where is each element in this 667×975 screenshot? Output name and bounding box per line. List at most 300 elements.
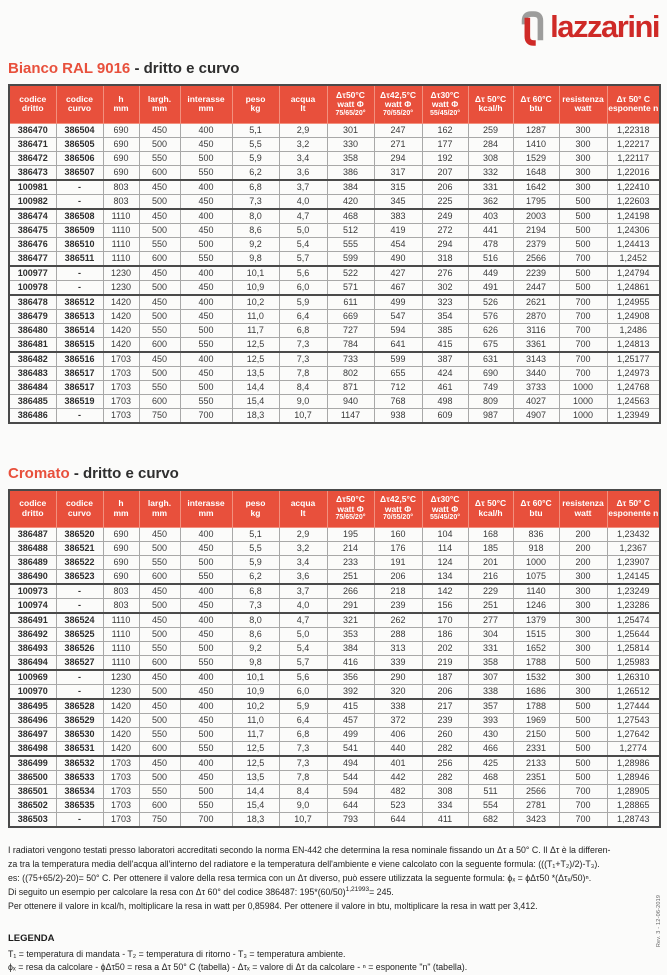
table-cell: 392 bbox=[327, 685, 374, 700]
table-cell: - bbox=[56, 194, 103, 209]
table-cell: 5,1 bbox=[232, 123, 279, 137]
table-cell: 467 bbox=[374, 280, 422, 295]
table-cell: 386510 bbox=[56, 237, 103, 251]
table-cell: 393 bbox=[468, 714, 513, 728]
table-cell: 8,6 bbox=[232, 628, 279, 642]
table-cell: 1788 bbox=[513, 656, 559, 671]
table-cell: 500 bbox=[139, 223, 180, 237]
table-cell: 500 bbox=[559, 728, 607, 742]
column-header: interasse mm bbox=[180, 85, 232, 123]
table-cell: 1648 bbox=[513, 165, 559, 180]
table-cell: 386488 bbox=[9, 542, 56, 556]
table-row bbox=[9, 151, 660, 165]
table-cell: 2150 bbox=[513, 728, 559, 742]
table-cell: 354 bbox=[422, 309, 468, 323]
column-header: acqua lt bbox=[279, 490, 327, 528]
table-cell: 294 bbox=[374, 151, 422, 165]
table-cell: 5,9 bbox=[279, 699, 327, 714]
table-cell: 5,6 bbox=[279, 670, 327, 685]
logo-text: lazzarini bbox=[550, 9, 659, 44]
table-cell: 356 bbox=[327, 670, 374, 685]
table-cell: 386528 bbox=[56, 699, 103, 714]
table-cell: 803 bbox=[103, 194, 139, 209]
table-cell: 8,0 bbox=[232, 209, 279, 224]
table-row bbox=[9, 194, 660, 209]
column-header: largh. mm bbox=[139, 85, 180, 123]
table-cell: 18,3 bbox=[232, 813, 279, 828]
table-cell: 1,24768 bbox=[607, 380, 660, 394]
table-cell: 386517 bbox=[56, 380, 103, 394]
column-header: Δτ50°C watt Φ 75/65/20° bbox=[327, 490, 374, 528]
table-cell: 550 bbox=[139, 380, 180, 394]
table-cell: 300 bbox=[559, 670, 607, 685]
table-cell: 2781 bbox=[513, 799, 559, 813]
section-title-colored: Bianco RAL 9016 bbox=[8, 60, 131, 77]
table-cell: 1287 bbox=[513, 123, 559, 137]
table-cell: 386487 bbox=[9, 528, 56, 542]
table-cell: 500 bbox=[139, 194, 180, 209]
table-cell: 550 bbox=[180, 570, 232, 585]
table-cell: 5,4 bbox=[279, 642, 327, 656]
table-row bbox=[9, 408, 660, 423]
table-cell: 400 bbox=[180, 756, 232, 771]
table-cell: 450 bbox=[180, 628, 232, 642]
table-cell: 450 bbox=[139, 180, 180, 195]
table-cell: 500 bbox=[559, 280, 607, 295]
table-cell: 1110 bbox=[103, 656, 139, 671]
table-cell: 1703 bbox=[103, 380, 139, 394]
table-cell: 450 bbox=[180, 599, 232, 614]
table-cell: 500 bbox=[180, 556, 232, 570]
table-cell: 2194 bbox=[513, 223, 559, 237]
table-row bbox=[9, 266, 660, 281]
table-cell: 386491 bbox=[9, 613, 56, 628]
table-cell: 386495 bbox=[9, 699, 56, 714]
table-cell: 104 bbox=[422, 528, 468, 542]
column-header: largh. mm bbox=[139, 490, 180, 528]
table-cell: 555 bbox=[327, 237, 374, 251]
table-cell: 1,22217 bbox=[607, 137, 660, 151]
table-cell: 386471 bbox=[9, 137, 56, 151]
table-cell: 386501 bbox=[9, 785, 56, 799]
table-row bbox=[9, 584, 660, 599]
table-cell: 386477 bbox=[9, 251, 56, 266]
table-cell: 386476 bbox=[9, 237, 56, 251]
table-cell: 1703 bbox=[103, 366, 139, 380]
table-cell: 386483 bbox=[9, 366, 56, 380]
section-title-bianco bbox=[8, 60, 659, 77]
table-cell: 124 bbox=[422, 556, 468, 570]
table-cell: 7,8 bbox=[279, 366, 327, 380]
table-cell: 156 bbox=[422, 599, 468, 614]
table-row bbox=[9, 280, 660, 295]
table-cell: 7,3 bbox=[279, 337, 327, 352]
table-cell: 450 bbox=[180, 309, 232, 323]
table-cell: 2003 bbox=[513, 209, 559, 224]
table-cell: 358 bbox=[327, 151, 374, 165]
table-cell: 554 bbox=[468, 799, 513, 813]
table-row bbox=[9, 714, 660, 728]
table-cell: 7,3 bbox=[232, 599, 279, 614]
column-header: Δτ 50°C kcal/h bbox=[468, 490, 513, 528]
table-cell: 609 bbox=[422, 408, 468, 423]
table-cell: 100969 bbox=[9, 670, 56, 685]
table-cell: 1410 bbox=[513, 137, 559, 151]
table-cell: 1703 bbox=[103, 813, 139, 828]
table-cell: 1110 bbox=[103, 251, 139, 266]
table-cell: 500 bbox=[180, 642, 232, 656]
legend bbox=[8, 932, 659, 975]
table-cell: 449 bbox=[468, 266, 513, 281]
table-cell: 500 bbox=[559, 756, 607, 771]
legend-line: T₁ = temperatura di mandata - T₂ = temperatura di ritorno - T₃ = temperatura ambiente. bbox=[8, 948, 346, 959]
table-cell: 690 bbox=[103, 542, 139, 556]
table-cell: 339 bbox=[374, 656, 422, 671]
table-cell: 100973 bbox=[9, 584, 56, 599]
table-cell: 466 bbox=[468, 742, 513, 757]
table-cell: 700 bbox=[559, 366, 607, 380]
table-cell: 1,24813 bbox=[607, 337, 660, 352]
table-cell: 1642 bbox=[513, 180, 559, 195]
table-row bbox=[9, 785, 660, 799]
table-cell: 420 bbox=[327, 194, 374, 209]
table-cell: 6,8 bbox=[279, 728, 327, 742]
column-header: Δτ30°C watt Φ 55/45/20° bbox=[422, 490, 468, 528]
table-cell: 308 bbox=[468, 151, 513, 165]
table-cell: 3143 bbox=[513, 352, 559, 367]
table-cell: 386512 bbox=[56, 295, 103, 310]
table-cell: 1140 bbox=[513, 584, 559, 599]
table-cell: 1,24563 bbox=[607, 394, 660, 408]
table-cell: 2447 bbox=[513, 280, 559, 295]
table-cell: 386507 bbox=[56, 165, 103, 180]
table-cell: 386497 bbox=[9, 728, 56, 742]
column-header: Δτ 60°C btu bbox=[513, 85, 559, 123]
table-cell: 1,24145 bbox=[607, 570, 660, 585]
footer-line4-exponent: 1,21993 bbox=[345, 886, 370, 894]
table-cell: 334 bbox=[422, 799, 468, 813]
table-cell: 386534 bbox=[56, 785, 103, 799]
table-cell: 550 bbox=[180, 394, 232, 408]
table-cell: 450 bbox=[139, 528, 180, 542]
table-cell: 6,4 bbox=[279, 714, 327, 728]
table-cell: 1,24908 bbox=[607, 309, 660, 323]
table-cell: 271 bbox=[374, 137, 422, 151]
column-header: Δτ42,5°C watt Φ 70/55/20° bbox=[374, 85, 422, 123]
table-cell: 550 bbox=[139, 556, 180, 570]
table-cell: 100974 bbox=[9, 599, 56, 614]
table-cell: - bbox=[56, 180, 103, 195]
column-header: interasse mm bbox=[180, 490, 232, 528]
table-cell: 1420 bbox=[103, 323, 139, 337]
table-cell: 450 bbox=[180, 685, 232, 700]
table-cell: 386506 bbox=[56, 151, 103, 165]
table-cell: 1,22117 bbox=[607, 151, 660, 165]
table-cell: 427 bbox=[374, 266, 422, 281]
table-cell: 386521 bbox=[56, 542, 103, 556]
table-cell: 300 bbox=[559, 599, 607, 614]
table-cell: 1,28946 bbox=[607, 771, 660, 785]
table-cell: 655 bbox=[374, 366, 422, 380]
table-cell: 1,27543 bbox=[607, 714, 660, 728]
table-cell: 332 bbox=[468, 165, 513, 180]
table-cell: 385 bbox=[422, 323, 468, 337]
table-cell: 386489 bbox=[9, 556, 56, 570]
table-cell: 300 bbox=[559, 151, 607, 165]
table-cell: 1,2452 bbox=[607, 251, 660, 266]
table-cell: 3116 bbox=[513, 323, 559, 337]
table-cell: - bbox=[56, 408, 103, 423]
table-cell: 386508 bbox=[56, 209, 103, 224]
table-cell: - bbox=[56, 599, 103, 614]
table-cell: 9,2 bbox=[232, 642, 279, 656]
table-cell: 1532 bbox=[513, 670, 559, 685]
table-cell: 1969 bbox=[513, 714, 559, 728]
table-cell: 491 bbox=[468, 280, 513, 295]
table-row bbox=[9, 628, 660, 642]
column-header: peso kg bbox=[232, 490, 279, 528]
table-cell: 386523 bbox=[56, 570, 103, 585]
table-cell: 3,4 bbox=[279, 151, 327, 165]
footer-line: Per ottenere il valore in kcal/h, moltiplicare la resa in watt per 0,85984. Per ottenere il valore in btu, moltiplicare la resa in watt per 3,412. bbox=[8, 901, 538, 911]
table-cell: 3,7 bbox=[279, 180, 327, 195]
table-cell: 195 bbox=[327, 528, 374, 542]
table-cell: 733 bbox=[327, 352, 374, 367]
table-row bbox=[9, 685, 660, 700]
table-cell: 386524 bbox=[56, 613, 103, 628]
table-cell: 500 bbox=[139, 309, 180, 323]
table-row bbox=[9, 670, 660, 685]
table-row bbox=[9, 337, 660, 352]
table-cell: 4,0 bbox=[279, 194, 327, 209]
table-cell: 809 bbox=[468, 394, 513, 408]
table-cell: 206 bbox=[374, 570, 422, 585]
section-bianco bbox=[8, 60, 659, 424]
table-cell: 2331 bbox=[513, 742, 559, 757]
table-cell: 500 bbox=[180, 785, 232, 799]
table-cell: 386532 bbox=[56, 756, 103, 771]
table-cell: 5,4 bbox=[279, 237, 327, 251]
table-cell: 500 bbox=[559, 742, 607, 757]
table-cell: 1000 bbox=[513, 556, 559, 570]
table-cell: 386520 bbox=[56, 528, 103, 542]
table-cell: 478 bbox=[468, 237, 513, 251]
footer-line: za tra la temperatura media dell'acqua all'interno del radiatore e la temperatura dell'ambiente e viene calcolato con la seguente formula: (((T₁+T₂)/2)-T₃). bbox=[8, 859, 600, 869]
table-cell: 550 bbox=[139, 237, 180, 251]
table-cell: 239 bbox=[422, 714, 468, 728]
table-cell: 512 bbox=[327, 223, 374, 237]
table-cell: 302 bbox=[422, 280, 468, 295]
footer-line4-pre: Di seguito un esempio per calcolare la resa con Δτ 60° del codice 386487: 195*(60/50) bbox=[8, 887, 346, 897]
table-cell: 200 bbox=[559, 542, 607, 556]
table-cell: 784 bbox=[327, 337, 374, 352]
table-cell: - bbox=[56, 584, 103, 599]
table-cell: 386502 bbox=[9, 799, 56, 813]
table-cell: 550 bbox=[139, 728, 180, 742]
table-cell: 386498 bbox=[9, 742, 56, 757]
table-cell: 300 bbox=[559, 642, 607, 656]
table-cell: 700 bbox=[180, 813, 232, 828]
table-cell: 1,22016 bbox=[607, 165, 660, 180]
table-cell: 386535 bbox=[56, 799, 103, 813]
table-cell: 288 bbox=[374, 628, 422, 642]
table-cell: 386529 bbox=[56, 714, 103, 728]
table-row bbox=[9, 642, 660, 656]
table-cell: 500 bbox=[180, 728, 232, 742]
table-cell: 200 bbox=[559, 556, 607, 570]
table-cell: 4027 bbox=[513, 394, 559, 408]
table-cell: 450 bbox=[139, 670, 180, 685]
table-row bbox=[9, 380, 660, 394]
table-cell: 700 bbox=[559, 323, 607, 337]
table-cell: 386511 bbox=[56, 251, 103, 266]
table-cell: 345 bbox=[374, 194, 422, 209]
table-cell: 1,23949 bbox=[607, 408, 660, 423]
table-cell: 700 bbox=[559, 799, 607, 813]
column-header: Δτ42,5°C watt Φ 70/55/20° bbox=[374, 490, 422, 528]
table-cell: 550 bbox=[180, 251, 232, 266]
table-cell: 7,8 bbox=[279, 771, 327, 785]
table-cell: - bbox=[56, 685, 103, 700]
table-cell: 450 bbox=[180, 280, 232, 295]
table-cell: 176 bbox=[374, 542, 422, 556]
table-cell: 450 bbox=[139, 266, 180, 281]
table-cell: 1,22318 bbox=[607, 123, 660, 137]
table-row bbox=[9, 813, 660, 828]
table-cell: 386531 bbox=[56, 742, 103, 757]
table-cell: 500 bbox=[139, 542, 180, 556]
table-cell: 1000 bbox=[559, 394, 607, 408]
table-cell: 14,4 bbox=[232, 785, 279, 799]
table-cell: 400 bbox=[180, 584, 232, 599]
table-cell: 386505 bbox=[56, 137, 103, 151]
table-cell: 1,26310 bbox=[607, 670, 660, 685]
table-cell: 690 bbox=[103, 137, 139, 151]
table-cell: 1379 bbox=[513, 613, 559, 628]
table-cell: 386482 bbox=[9, 352, 56, 367]
table-cell: 600 bbox=[139, 337, 180, 352]
table-cell: 301 bbox=[327, 123, 374, 137]
column-header: h mm bbox=[103, 85, 139, 123]
table-cell: 8,4 bbox=[279, 380, 327, 394]
table-cell: 690 bbox=[103, 165, 139, 180]
table-cell: 229 bbox=[468, 584, 513, 599]
table-cell: 3,6 bbox=[279, 570, 327, 585]
table-row bbox=[9, 123, 660, 137]
table-cell: 9,8 bbox=[232, 251, 279, 266]
table-cell: 550 bbox=[180, 656, 232, 671]
table-cell: 6,2 bbox=[232, 165, 279, 180]
table-cell: 300 bbox=[559, 685, 607, 700]
table-row bbox=[9, 180, 660, 195]
table-cell: 450 bbox=[180, 194, 232, 209]
table-cell: 498 bbox=[422, 394, 468, 408]
table-cell: 523 bbox=[374, 799, 422, 813]
table-cell: 201 bbox=[468, 556, 513, 570]
table-cell: 1795 bbox=[513, 194, 559, 209]
table-cell: 386475 bbox=[9, 223, 56, 237]
table-cell: 1703 bbox=[103, 785, 139, 799]
table-cell: 400 bbox=[180, 123, 232, 137]
table-cell: 1686 bbox=[513, 685, 559, 700]
footer-line: I radiatori vengono testati presso laboratori accreditati secondo la norma EN-442 che determina la resa nominale fissando un Δτ a 50° C. Il Δτ è la differen- bbox=[8, 845, 611, 855]
table-cell: 700 bbox=[559, 337, 607, 352]
table-cell: 386481 bbox=[9, 337, 56, 352]
table-cell: 803 bbox=[103, 180, 139, 195]
table-cell: 276 bbox=[422, 266, 468, 281]
table-cell: 500 bbox=[139, 137, 180, 151]
table-cell: 11,7 bbox=[232, 728, 279, 742]
table-cell: 400 bbox=[180, 295, 232, 310]
section-cromato bbox=[8, 465, 659, 829]
table-cell: 6,0 bbox=[279, 280, 327, 295]
column-header: peso kg bbox=[232, 85, 279, 123]
table-cell: 162 bbox=[422, 123, 468, 137]
table-cell: 550 bbox=[139, 642, 180, 656]
table-row bbox=[9, 323, 660, 337]
table-row bbox=[9, 742, 660, 757]
table-cell: 321 bbox=[327, 613, 374, 628]
table-cell: 185 bbox=[468, 542, 513, 556]
table-cell: 225 bbox=[422, 194, 468, 209]
table-cell: 400 bbox=[180, 670, 232, 685]
table-cell: 600 bbox=[139, 394, 180, 408]
table-cell: 3440 bbox=[513, 366, 559, 380]
table-cell: 516 bbox=[468, 251, 513, 266]
table-cell: 6,8 bbox=[232, 180, 279, 195]
table-cell: 803 bbox=[103, 584, 139, 599]
table-cell: 10,9 bbox=[232, 280, 279, 295]
table-cell: 1110 bbox=[103, 209, 139, 224]
table-cell: 411 bbox=[422, 813, 468, 828]
table-cell: 1,28905 bbox=[607, 785, 660, 799]
table-cell: 1,28865 bbox=[607, 799, 660, 813]
table-cell: 599 bbox=[374, 352, 422, 367]
table-cell: 425 bbox=[468, 756, 513, 771]
table-cell: 386474 bbox=[9, 209, 56, 224]
table-cell: 1529 bbox=[513, 151, 559, 165]
table-cell: 191 bbox=[374, 556, 422, 570]
table-cell: 2621 bbox=[513, 295, 559, 310]
table-cell: 415 bbox=[422, 337, 468, 352]
table-cell: 282 bbox=[422, 771, 468, 785]
table-cell: 216 bbox=[468, 570, 513, 585]
table-cell: 500 bbox=[559, 656, 607, 671]
table-cell: 386522 bbox=[56, 556, 103, 570]
table-cell: 1230 bbox=[103, 670, 139, 685]
table-row bbox=[9, 799, 660, 813]
table-cell: 1075 bbox=[513, 570, 559, 585]
table-cell: 12,5 bbox=[232, 337, 279, 352]
table-cell: 1420 bbox=[103, 699, 139, 714]
table-cell: 1230 bbox=[103, 685, 139, 700]
table-cell: 1,28743 bbox=[607, 813, 660, 828]
table-cell: 313 bbox=[374, 642, 422, 656]
table-cell: 300 bbox=[559, 584, 607, 599]
table-cell: 6,2 bbox=[232, 570, 279, 585]
table-cell: 700 bbox=[559, 295, 607, 310]
table-cell: 1,24955 bbox=[607, 295, 660, 310]
table-cell: 1,27642 bbox=[607, 728, 660, 742]
table-cell: 386494 bbox=[9, 656, 56, 671]
table-cell: 441 bbox=[468, 223, 513, 237]
table-cell: 494 bbox=[327, 756, 374, 771]
column-header: resistenza watt bbox=[559, 85, 607, 123]
table-cell: 454 bbox=[374, 237, 422, 251]
table-cell: 100970 bbox=[9, 685, 56, 700]
table-cell: 1,25983 bbox=[607, 656, 660, 671]
table-cell: 644 bbox=[374, 813, 422, 828]
